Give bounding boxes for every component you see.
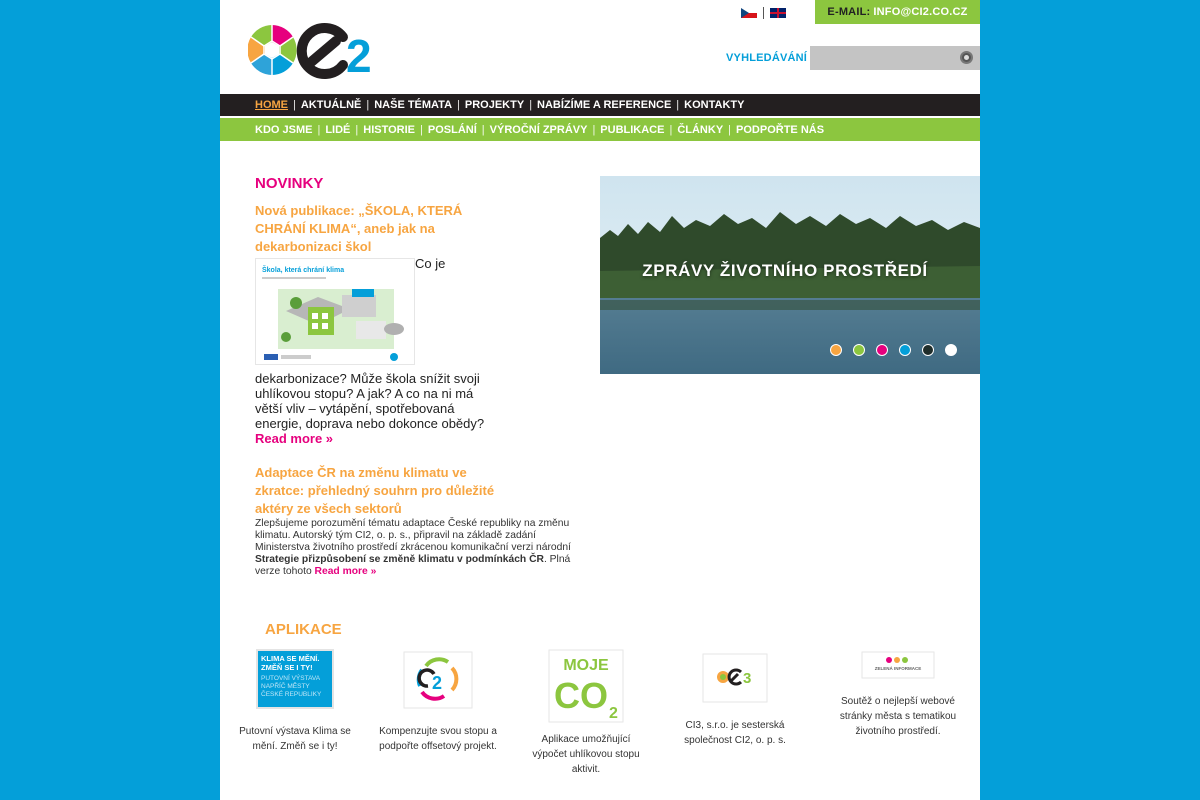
nav-separator: | [457,99,460,111]
subnav-clanky[interactable]: ČLÁNKY [677,123,724,136]
subnav-publikace[interactable]: PUBLIKACE [600,123,665,136]
nav-separator: | [420,123,423,136]
news-excerpt-body: dekarbonizace? Může škola snížit svoji uhlíkovou stopu? A jak? A co na ni má větší vliv – vytápění, spotřebovaná energie, doprava nebo dokonce obědy? [255,371,485,431]
news-excerpt-bold: Strategie přizpůsobení se změně klimatu v podmínkách ČR [255,554,544,565]
svg-text:ZMĚŇ SE I TY!: ZMĚŇ SE I TY! [261,663,313,672]
slider-dot[interactable] [945,344,957,356]
read-more-link[interactable]: Read more » [314,566,377,577]
apps-heading: APLIKACE [265,621,342,638]
news-excerpt-lead: Co je [415,256,446,271]
subnav-lide[interactable]: LIDÉ [325,123,351,136]
email-address[interactable]: INFO@CI2.CO.CZ [873,6,968,18]
nav-separator: | [592,123,596,136]
slider-dot[interactable] [899,344,911,356]
app-description: Putovní výstava Klima se mění. Změň se i ty! [239,726,351,752]
main-navigation [220,94,980,116]
language-divider [763,7,764,19]
svg-text:2: 2 [432,673,443,693]
logo-c-letter [302,28,343,74]
klima-se-meni-badge [255,648,335,712]
nav-aktualne[interactable]: AKTUÁLNĚ [300,99,362,111]
nav-kontakty[interactable]: KONTAKTY [684,99,745,111]
ci2-logo[interactable] [248,20,393,80]
slider-dot[interactable] [830,344,842,356]
slider-dot[interactable] [922,344,934,356]
nav-separator: | [481,123,485,136]
cz-flag-icon[interactable] [741,8,757,18]
app-zelena-informace[interactable] [838,648,958,739]
gb-flag-icon[interactable] [770,8,786,18]
subnav-poslani[interactable]: POSLÁNÍ [427,123,477,136]
nav-nase-temata[interactable]: NAŠE TÉMATA [374,99,453,111]
app-ci3[interactable] [675,648,795,748]
search-button-icon[interactable] [960,51,973,64]
nav-separator: | [293,99,296,111]
news-excerpt [255,518,590,578]
thumbnail-title: Škola, která chrání klima [262,267,345,274]
app-description: CI3, s.r.o. je sesterská společnost CI2, o. p. s. [684,720,786,746]
nav-separator: | [366,99,370,111]
svg-text:3: 3 [743,670,752,687]
nav-nabizime-a-reference[interactable]: NABÍZÍME A REFERENCE [537,99,672,111]
app-kompenzace[interactable] [378,648,498,754]
slider-dot[interactable] [853,344,865,356]
moje-co2-logo [543,648,629,732]
news-item-title[interactable]: Adaptace ČR na změnu klimatu ve zkratce: přehledný souhrn pro důležité aktéry ze všech sektorů [255,465,495,516]
nav-home[interactable]: HOME [255,99,288,111]
app-description: Soutěž o nejlepší webové stránky města s tematikou životního prostředí. [839,696,957,737]
offset-ci2-icon [398,648,478,712]
subnav-kdo-jsme[interactable]: KDO JSME [255,123,313,136]
search-label: VYHLEDÁVÁNÍ [726,52,808,64]
slider-dot[interactable] [876,344,888,356]
svg-text:NAPŘÍČ MĚSTY: NAPŘÍČ MĚSTY [261,683,310,690]
email-label: E-MAIL: [827,6,871,18]
news-excerpt [255,371,495,446]
logo-mosaic-circle [248,25,297,75]
news-excerpt-tail: . Plná verze tohoto [255,554,571,577]
news-item-title[interactable]: Nová publikace: „ŠKOLA, KTERÁ CHRÁNÍ KLIMA“, aneb jak na dekarbonizaci škol [255,203,463,254]
page [220,0,980,800]
svg-text:MOJE: MOJE [563,657,609,674]
read-more-link[interactable]: Read more » [255,431,334,446]
svg-text:ČESKÉ REPUBLIKY: ČESKÉ REPUBLIKY [261,691,322,698]
image-slider[interactable] [600,176,980,374]
nav-separator: | [317,123,321,136]
svg-text:2: 2 [609,705,618,722]
logo-2: 2 [346,30,372,80]
subnav-vyrocni-zpravy[interactable]: VÝROČNÍ ZPRÁVY [489,123,588,136]
svg-text:KLIMA SE MĚNÍ.: KLIMA SE MĚNÍ. [261,654,320,663]
subnav-podporte-nas[interactable]: PODPOŘTE NÁS [736,123,825,136]
email-contact[interactable] [815,0,980,24]
svg-text:CO: CO [554,675,608,716]
zelena-informace-logo [858,648,938,688]
nav-projekty[interactable]: PROJEKTY [464,99,525,111]
news-heading: NOVINKY [255,175,324,192]
search-input[interactable] [810,46,980,70]
app-klima-se-meni[interactable] [235,648,355,754]
slider-dots [830,344,957,356]
app-moje-co2[interactable] [526,648,646,777]
ci3-logo [695,648,775,712]
subnav-historie[interactable]: HISTORIE [363,123,416,136]
nav-separator: | [669,123,673,136]
nav-separator: | [728,123,732,136]
slider-caption: ZPRÁVY ŽIVOTNÍHO PROSTŘEDÍ [642,261,928,280]
svg-text:PUTOVNÍ VÝSTAVA: PUTOVNÍ VÝSTAVA [261,675,321,682]
nav-separator: | [355,123,359,136]
language-switcher [741,6,786,20]
nav-separator: | [529,99,533,111]
news-thumbnail[interactable] [255,258,415,365]
app-description: Aplikace umožňující výpočet uhlíkovou stopu aktivit. [532,734,640,775]
nav-separator: | [676,99,680,111]
news-excerpt-body: Zlepšujeme porozumění tématu adaptace České republiky na změnu klimatu. Autorský tým CI2, o. p. s., připravil na základě zadání Ministerstva životního prostředí zkrácenou komunikační verzi národní [255,518,571,553]
svg-text:ZELENÁ INFORMACE: ZELENÁ INFORMACE [874,666,922,671]
sub-navigation [220,118,980,141]
app-description: Kompenzujte svou stopu a podpořte offsetový projekt. [379,726,497,752]
